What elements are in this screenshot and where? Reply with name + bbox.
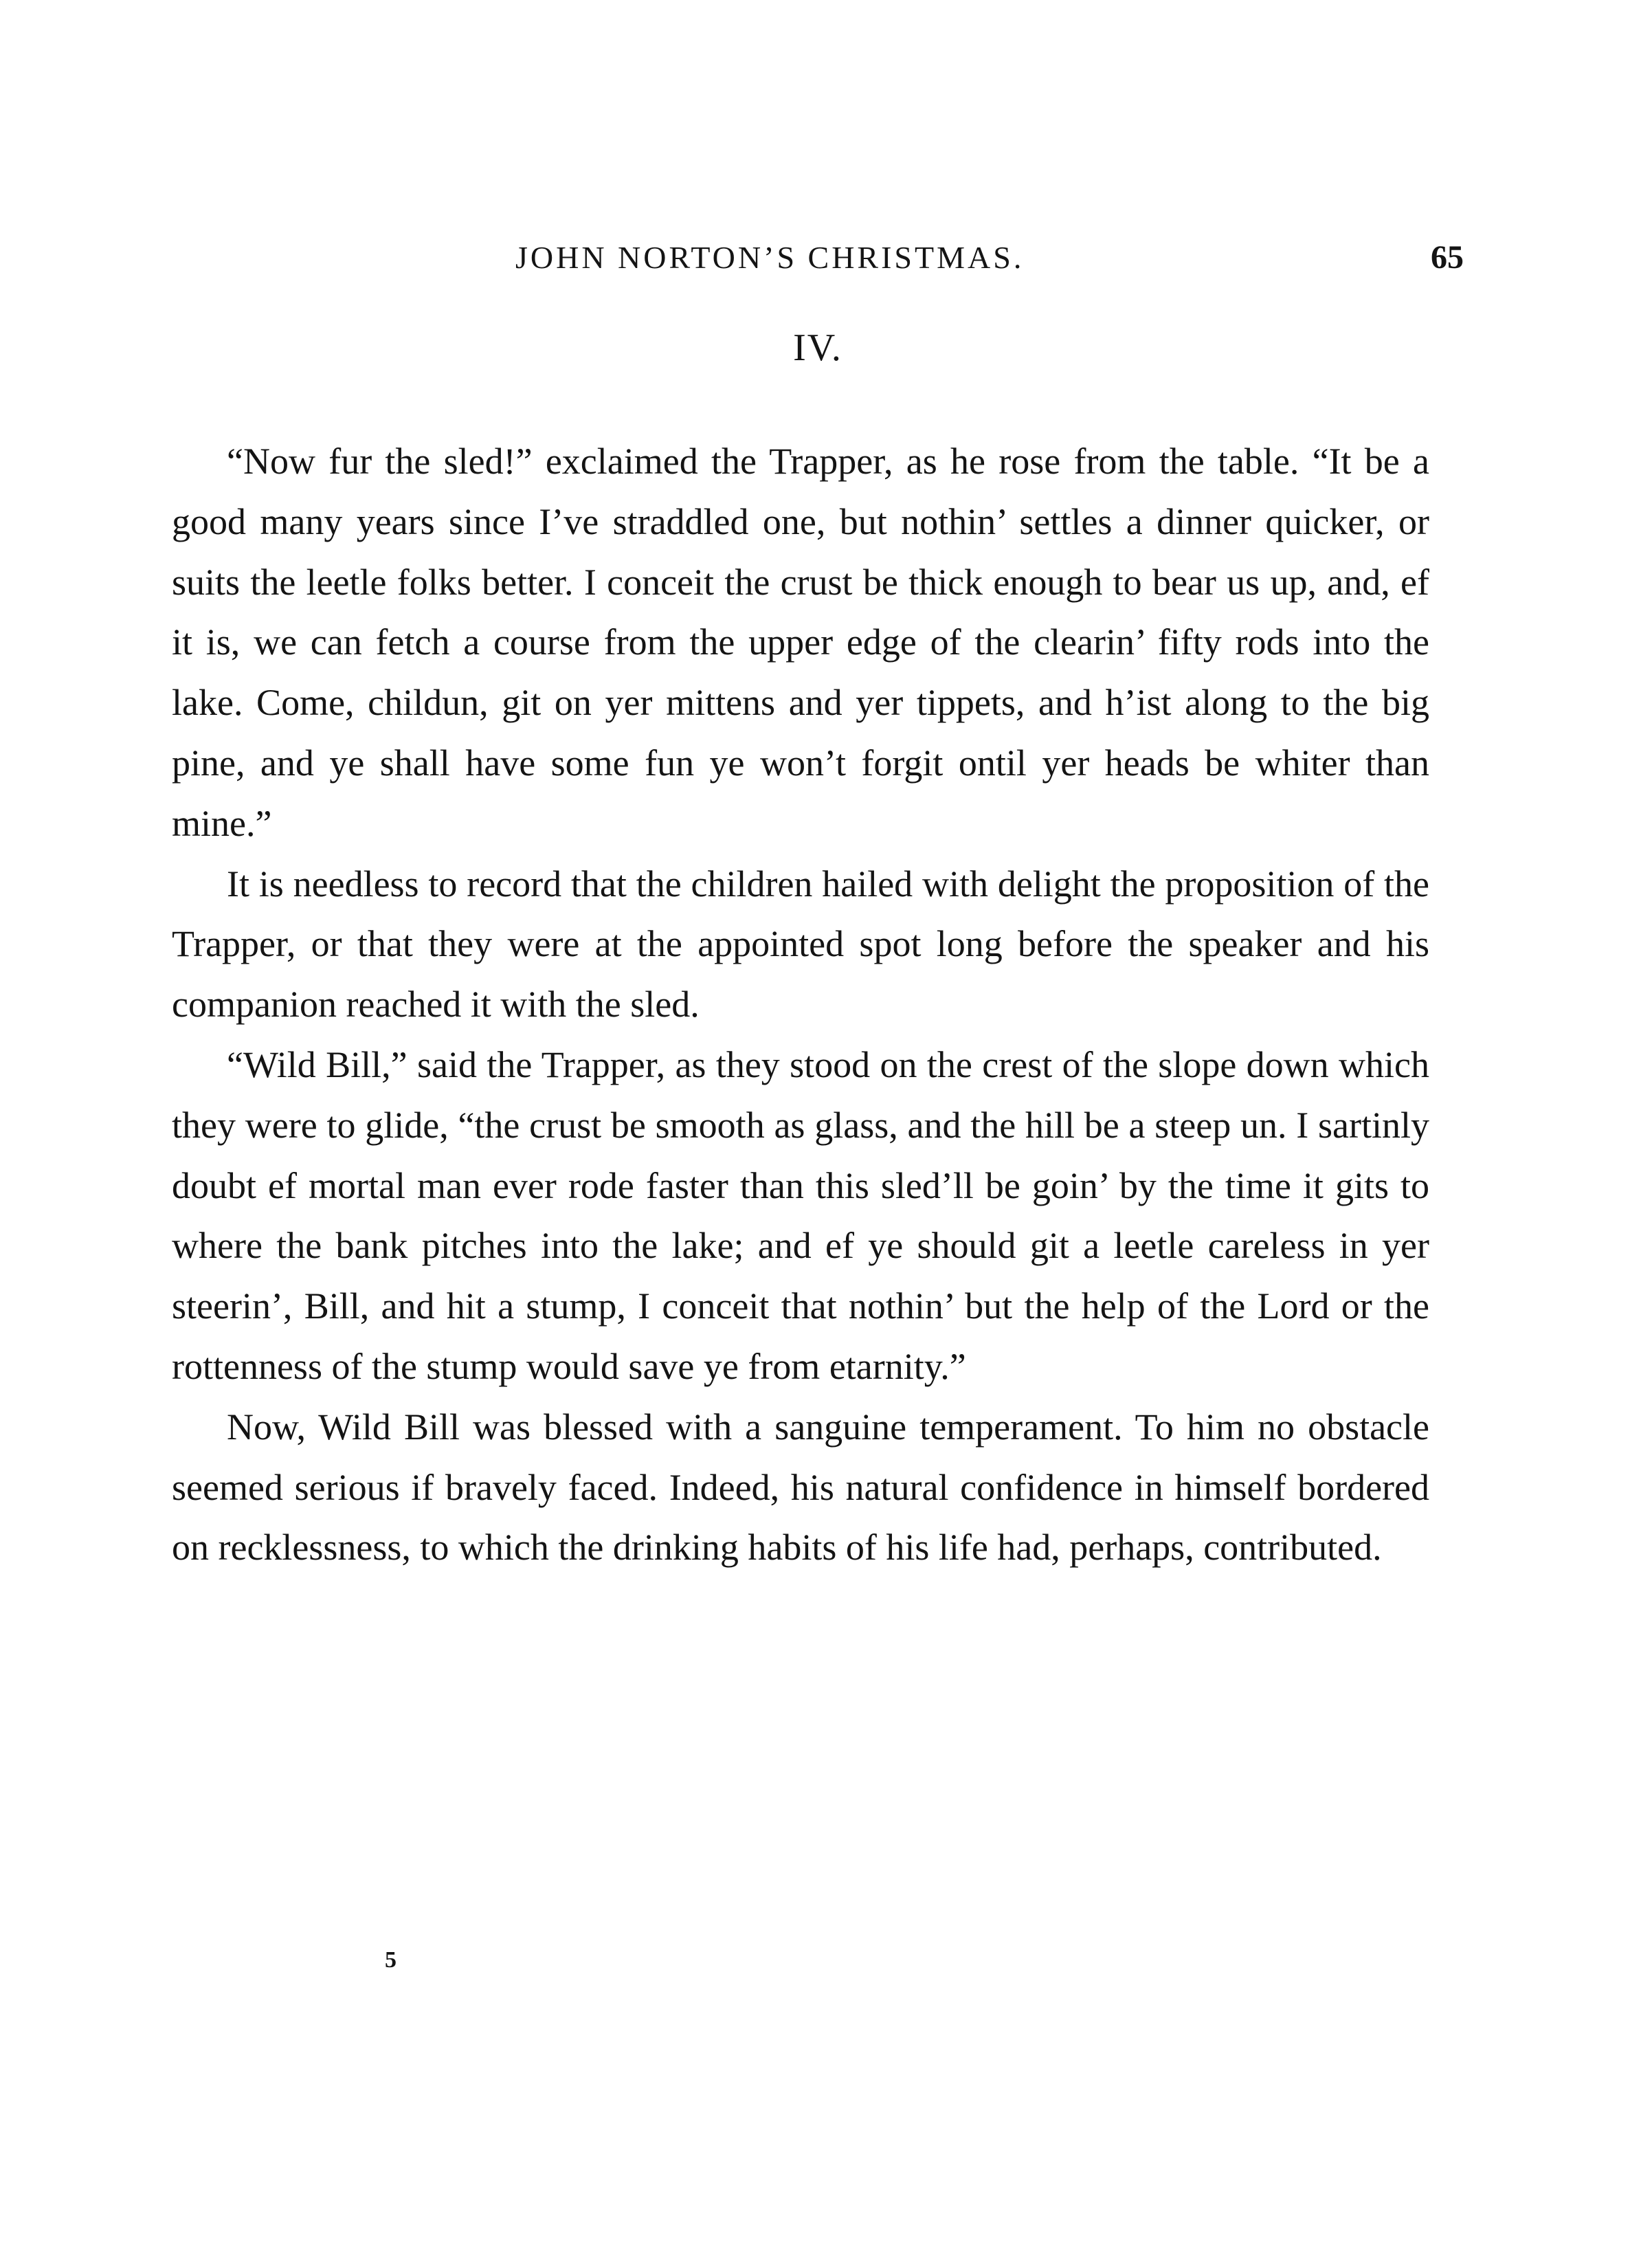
chapter-heading: IV. bbox=[793, 326, 842, 369]
paragraph: “Wild Bill,” said the Trapper, as they stood on the crest of the slope down which they were to glide, “the crust be smooth as glass, and the hill be a steep un. I sartinly doubt ef mortal man ever rode faster than this sled’ll be goin’ by the time it gits to where the bank pitches into the lake; and ef ye should git a leetle careless in yer steerin’, Bill, and hit a stump, I conceit that nothin’ but the help of the Lord or the rottenness of the stump would save ye from etarnity.” bbox=[172, 1043, 1429, 1387]
signature-mark: 5 bbox=[385, 1947, 397, 1973]
page-number: 65 bbox=[1431, 239, 1464, 276]
body-text bbox=[172, 432, 1429, 1578]
paragraph: Now, Wild Bill was blessed with a sanguine temperament. To him no obstacle seemed serious if bravely faced. Indeed, his natural confidence in himself bordered on recklessness, to which the drinking habits of his life had, perhaps, contributed. bbox=[172, 1406, 1429, 1569]
running-head bbox=[172, 234, 1464, 282]
paragraph: “Now fur the sled!” exclaimed the Trapper, as he rose from the table. “It be a good many years since I’ve straddled one, but nothin’ settles a dinner quicker, or suits the leetle folks better. I conceit the crust be thick enough to bear us up, and, ef it is, we can fetch a course from the upper edge of the clearin’ fifty rods into the lake. Come, childun, git on yer mittens and yer tippets, and h’ist along to the big pine, and ye shall have some fun ye won’t forgit ontil yer heads be whiter than mine.” bbox=[172, 441, 1429, 844]
running-title: JOHN NORTON’S CHRISTMAS. bbox=[515, 240, 1025, 275]
paragraph: It is needless to record that the children hailed with delight the proposition of the Trapper, or that they were at the appointed spot long before the speaker and his companion reached it with the sled. bbox=[172, 863, 1429, 1026]
